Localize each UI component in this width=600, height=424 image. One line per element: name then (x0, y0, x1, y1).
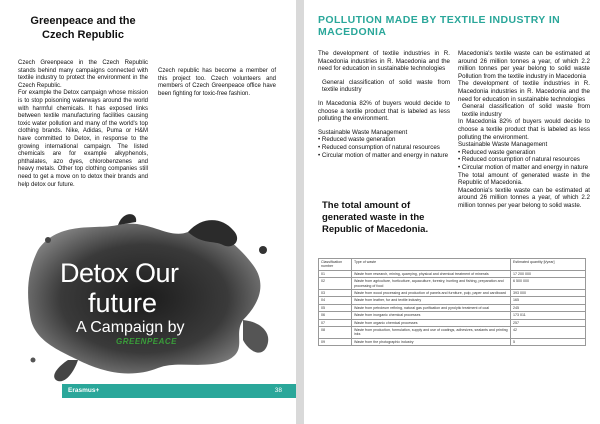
list-item: • Reduced consumption of natural resources (318, 143, 440, 151)
paragraph: In Macedonia 82% of buyers would decide to choose a textile product that is labeled as less polluting the environment. (318, 99, 450, 123)
table-cell: Waste from organic chemical processes (352, 319, 511, 326)
table-cell: 08 (319, 327, 352, 339)
paragraph: Sustainable Waste Management (458, 141, 548, 149)
paragraph: General classification of solid waste from textile industry (462, 103, 590, 118)
paragraph: The total amount of generated waste in the Republic of Macedonia. (458, 171, 590, 187)
table-row (319, 312, 586, 319)
title-line-2: Czech Republic (42, 29, 124, 41)
page-title: POLLUTION MADE BY TEXTILE INDUSTRY IN MACEDONIA (318, 14, 561, 38)
table-cell: 06 (319, 312, 352, 319)
paragraph: Macedonia's textile waste can be estimated at around 26 million tonnes a year, of which 2.2 million tonnes per year belong to solid waste Pollution from the textile industry in Macedonia (458, 50, 590, 80)
table-cell: 245 (511, 304, 586, 311)
left-page (0, 0, 296, 424)
left-column-2 (158, 68, 276, 98)
table-cell: Waste from agriculture, horticulture, aquaculture, forestry, hunting and fishing, preparation and processing of food (352, 278, 511, 290)
table-header: Type of waste (352, 259, 511, 271)
poster-headline-line-1: Detox Our (60, 258, 179, 288)
list-item: • Reduced waste generation (318, 136, 396, 144)
table-cell: 6 500 000 (511, 278, 586, 290)
table-cell: 257 (511, 319, 586, 326)
right-page (304, 0, 600, 424)
table-cell: 173 011 (511, 312, 586, 319)
table-row (319, 290, 586, 297)
callout-heading: The total amount of generated waste in the Republic of Macedonia. (322, 200, 429, 235)
table-row (319, 338, 586, 345)
paragraph: In Macedonia 82% of buyers would decide to choose a textile product that is labeled as less polluting the environment. (458, 118, 590, 141)
table-row (319, 297, 586, 304)
paragraph: Czech Greenpeace in the Czech Republic stands behind many campaigns connected with textile industry to protect the environment in the Czech Republic. (18, 60, 148, 89)
table-row (319, 278, 586, 290)
table-row (319, 270, 586, 277)
paragraph: Czech republic has become a member of this project too. Czech volunteers and members of Czech Greenpeace office have been fighting for toxic-free fashion. (158, 68, 276, 97)
table-cell: Waste from research, mining, quarrying, physical and chemical treatment of minerals (352, 270, 511, 277)
greenpeace-logo: GREENPEACE (116, 337, 178, 346)
detox-campaign-poster (18, 210, 280, 400)
table-cell: Waste from leather, fur and textile industry (352, 297, 511, 304)
table-header: Classification number (319, 259, 352, 271)
poster-subline: A Campaign by (76, 319, 185, 336)
table-cell: 04 (319, 297, 352, 304)
table-cell: Waste from production, formulation, supply and use of coatings, adhesives, sealants and printing inks (352, 327, 511, 339)
right-column-1 (318, 50, 450, 159)
page-footer (62, 384, 296, 398)
table-cell: 393 000 (511, 290, 586, 297)
paragraph: General classification of solid waste from textile industry (322, 78, 450, 94)
table-body (319, 270, 586, 345)
table-cell: 03 (319, 290, 352, 297)
table-row (319, 327, 586, 339)
paragraph: For example the Detox campaign whose mission is to stop poisoning waterways around the world with harmful chemicals. It has exposed links between textile manufacturing facilities causing toxic water pollution and many of the world's top clothing brands. Nike, Adidas, Puma or H&M have committed to Detox, in response to the growing international campaign. The listed chemicals are for example alkyphenols, phthalates, azo dyes, chlorobenzenes and heavy metals. Other top clothing companies still need to get a move on to detox their brands and help detox our future. (18, 90, 148, 188)
list-item: • Circular motion of matter and energy in nature (458, 163, 589, 171)
table-header-row (319, 259, 586, 271)
title-line-1: Greenpeace and the (30, 15, 136, 27)
page-title (18, 14, 148, 42)
paragraph: Sustainable Waste Management (318, 128, 408, 136)
table-row (319, 319, 586, 326)
table-cell: 01 (319, 270, 352, 277)
table-cell: Waste from wood processing and production of panels and furniture, pulp, paper and cardboard (352, 290, 511, 297)
poster-headline-line-2: future (88, 288, 158, 318)
list-item: • Reduced waste generation (458, 148, 536, 156)
table-cell: 02 (319, 278, 352, 290)
table-cell: 42 (511, 327, 586, 339)
table-cell: 07 (319, 319, 352, 326)
right-column-2 (458, 50, 590, 209)
table-cell: 09 (319, 338, 352, 345)
table-cell: 05 (319, 304, 352, 311)
list-item: • Reduced consumption of natural resources (458, 156, 580, 164)
paragraph: The development of textile industries in R. Macedonia industries in R. Macedonia and the need for education in sustainable technologies (318, 50, 450, 73)
table-cell: Waste from the photographic industry (352, 338, 511, 345)
table-cell: 17 200 000 (511, 270, 586, 277)
table-cell: 5 (511, 338, 586, 345)
table-cell: 165 (511, 297, 586, 304)
list-item: • Circular motion of matter and energy in nature (318, 151, 449, 159)
left-column-1 (18, 60, 148, 189)
table-row (319, 304, 586, 311)
erasmus-label: Erasmus+ (68, 387, 100, 394)
table-cell: Waste from inorganic chemical processes (352, 312, 511, 319)
paragraph: Macedonia's textile waste can be estimated at around 26 million tonnes a year, of which 2.2 million tonnes per year belong to solid waste. (458, 186, 590, 209)
table-header: Estimated quantity [t/year] (511, 259, 586, 271)
waste-table (318, 258, 586, 346)
paragraph: The development of textile industries in R. Macedonia industries in R. Macedonia and the need for education in sustainable technologies (458, 80, 590, 103)
table-cell: Waste from petroleum refining, natural gas purification and pyrolytic treatment of coal (352, 304, 511, 311)
page-number: 38 (274, 387, 282, 394)
